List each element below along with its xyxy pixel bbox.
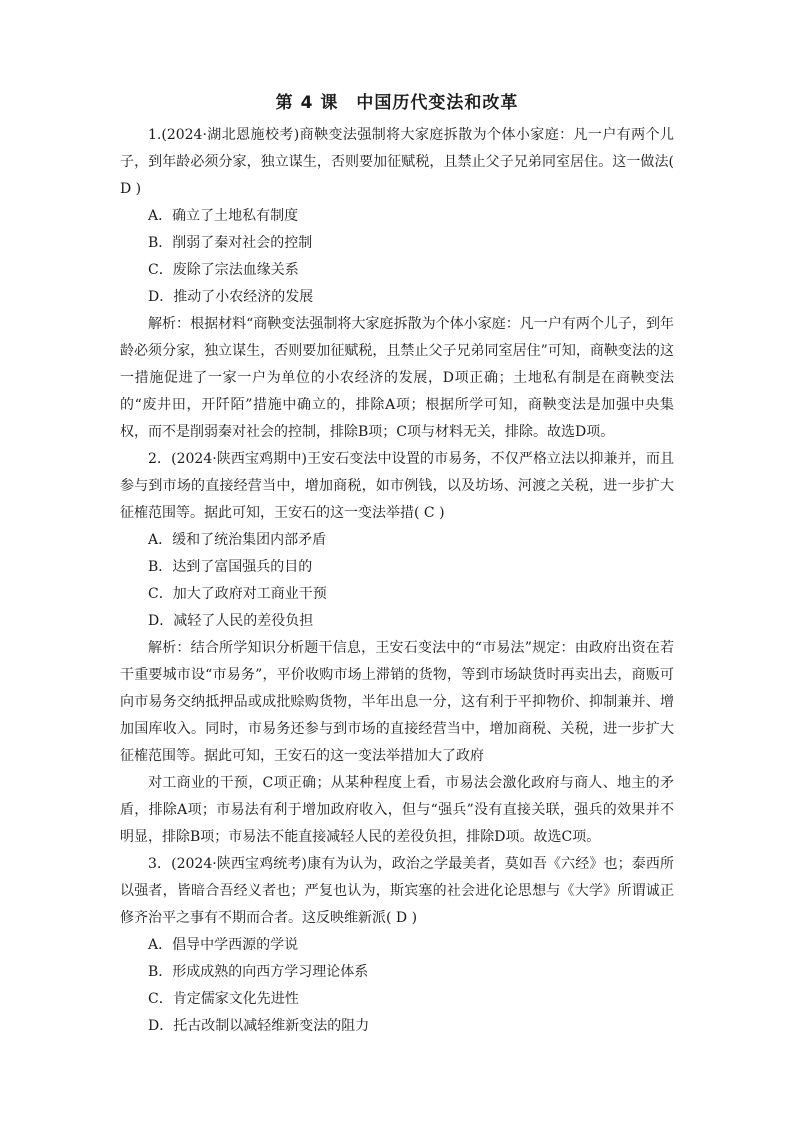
- question-2-option-d: D．减轻了人民的差役负担: [148, 613, 314, 629]
- question-3-option-d: D．托古改制以减轻维新变法的阻力: [148, 1018, 370, 1034]
- question-3-option-b: B．形成成熟的向西方学习理论体系: [148, 964, 369, 980]
- question-1-option-b: B．削弱了秦对社会的控制: [148, 235, 313, 251]
- question-3-option-c: C．肯定儒家文化先进性: [148, 991, 299, 1007]
- question-1-option-c: C．废除了宗法血缘关系: [148, 262, 299, 278]
- question-1-stem: 1.(2024·湖北恩施校考)商鞅变法强制将大家庭拆散为个体小家庭：凡一户有两个儿子，到年龄必须分家，独立谋生，否则要加征赋税，且禁止父子兄弟同室居住。这一做法( D ): [120, 127, 674, 197]
- question-1-analysis: 解析：根据材料“商鞅变法强制将大家庭拆散为个体小家庭：凡一户有两个儿子，到年龄必须分家，独立谋生，否则要加征赋税，且禁止父子兄弟同室居住”可知，商鞅变法的这一措施促进了一家一户为单位的小农经济的发展，D项正确；土地私有制是在商鞅变法的“废井田，开阡陌”措施中确立的，排除A项；根据所学可知，商鞅变法是加强中央集权，而不是削弱秦对社会的控制，排除B项；C项与材料无关，排除。故选D项。: [120, 316, 674, 440]
- question-2-analysis: 解析：结合所学知识分析题干信息，王安石变法中的“市易法”规定：由政府出资在若干重要城市设“市易务”，平价收购市场上滞销的货物，等到市场缺货时再卖出去，商贩可向市易务交纳抵押品或成批赊购货物，半年出息一分，这有利于平抑物价、抑制兼并、增加国库收入。同时，市易务还参与到市场的直接经营当中，增加商税、关税，进一步扩大征榷范围等。据此可知，王安石的这一变法举措加大了政府: [120, 640, 674, 764]
- lesson-title: 第 4 课 中国历代变法和改革: [275, 93, 519, 113]
- question-2-stem: 2．(2024·陕西宝鸡期中)王安石变法中设置的市易务，不仅严格立法以抑兼并，而且参与到市场的直接经营当中，增加商税，如市例钱，以及坊场、河渡之关税，进一步扩大征榷范围等。据此可知，王安石的这一变法举措( C ): [120, 451, 674, 521]
- question-1-option-d: D．推动了小农经济的发展: [148, 289, 314, 305]
- question-3-stem: 3．(2024·陕西宝鸡统考)康有为认为，政治之学最美者，莫如吾《六经》也；泰西所以强者，皆暗合吾经义者也；严复也认为，斯宾塞的社会进化论思想与《大学》所谓诚正修齐治平之事有不期而合者。这反映维新派( D ): [120, 856, 674, 926]
- question-3-option-a: A．倡导中学西源的学说: [148, 937, 299, 953]
- question-2-option-c: C．加大了政府对工商业干预: [148, 586, 327, 602]
- question-2-option-b: B．达到了富国强兵的目的: [148, 559, 313, 575]
- question-2-option-a: A．缓和了统治集团内部矛盾: [148, 532, 327, 548]
- question-1-option-a: A．确立了土地私有制度: [148, 208, 299, 224]
- question-2-analysis-continued: 对工商业的干预，C项正确；从某种程度上看，市易法会激化政府与商人、地主的矛盾，排除A项；市易法有利于增加政府收入，但与“强兵”没有直接关联，强兵的效果并不明显，排除B项；市易法不能直接减轻人民的差役负担，排除D项。故选C项。: [120, 775, 674, 845]
